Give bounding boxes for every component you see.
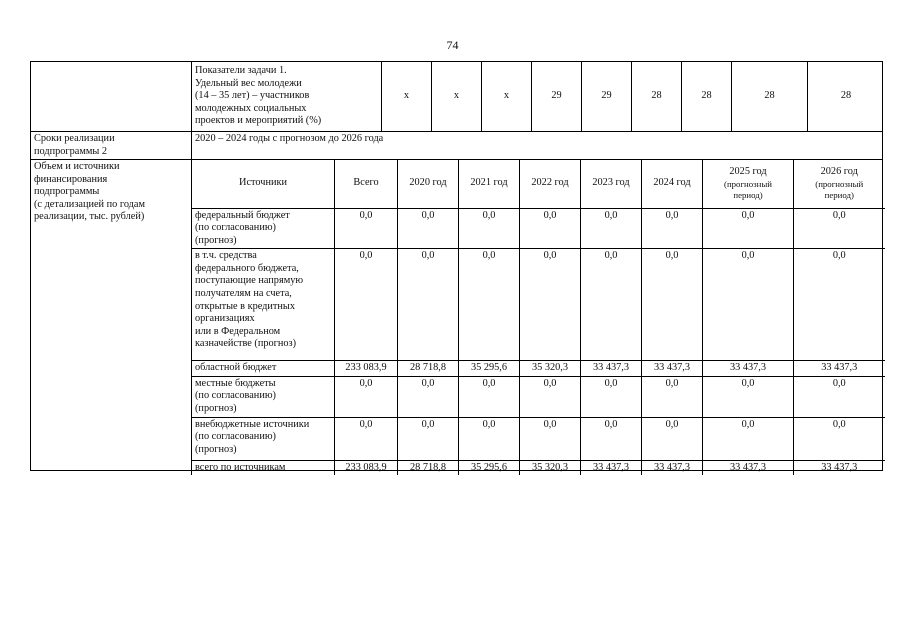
table-row bbox=[192, 417, 885, 460]
header-2025: 2025 год bbox=[729, 166, 767, 178]
indicator-value-2023: 29 bbox=[581, 62, 631, 131]
period-label: Сроки реализации подпрограммы 2 bbox=[34, 133, 115, 157]
table-row bbox=[192, 208, 885, 249]
value-cell: 35 320,3 bbox=[520, 361, 581, 377]
value-cell: 0,0 bbox=[642, 417, 703, 460]
indicator-value-2024a: 28 bbox=[631, 62, 681, 131]
header-2025-note: (прогнозный период) bbox=[724, 179, 772, 201]
source-extrabudgetary: внебюджетные источники (по согласованию) (прогноз) bbox=[192, 417, 335, 460]
value-cell: 35 295,6 bbox=[459, 460, 520, 475]
value-cell: 28 718,8 bbox=[398, 361, 459, 377]
value-cell: 35 295,6 bbox=[459, 361, 520, 377]
value-cell: 0,0 bbox=[703, 417, 794, 460]
value-cell: 0,0 bbox=[703, 376, 794, 417]
source-local: местные бюджеты (по согласованию) (прогноз) bbox=[192, 376, 335, 417]
value-cell: 0,0 bbox=[581, 417, 642, 460]
header-2026-cell bbox=[794, 160, 885, 208]
value-cell: 35 320,3 bbox=[520, 460, 581, 475]
value-cell: 0,0 bbox=[520, 376, 581, 417]
source-regional: областной бюджет bbox=[192, 361, 335, 377]
period-value: 2020 – 2024 годы с прогнозом до 2026 года bbox=[191, 132, 884, 159]
header-2020: 2020 год bbox=[398, 160, 459, 208]
value-cell: 0,0 bbox=[520, 249, 581, 361]
header-2023: 2023 год bbox=[581, 160, 642, 208]
period-row bbox=[30, 131, 883, 159]
value-cell: 0,0 bbox=[398, 208, 459, 249]
source-federal: федеральный бюджет (по согласованию) (прогноз) bbox=[192, 208, 335, 249]
source-total: всего по источникам bbox=[192, 460, 335, 475]
indicator-row bbox=[30, 61, 883, 131]
value-cell: 0,0 bbox=[398, 376, 459, 417]
value-cell: 233 083,9 bbox=[335, 460, 398, 475]
value-cell: 33 437,3 bbox=[703, 460, 794, 475]
indicator-value-total: x bbox=[381, 62, 431, 131]
value-cell: 28 718,8 bbox=[398, 460, 459, 475]
value-cell: 0,0 bbox=[398, 249, 459, 361]
value-cell: 33 437,3 bbox=[581, 361, 642, 377]
value-cell: 0,0 bbox=[335, 376, 398, 417]
value-cell: 0,0 bbox=[794, 208, 885, 249]
value-cell: 0,0 bbox=[459, 417, 520, 460]
table-row bbox=[192, 460, 885, 475]
table-row bbox=[192, 249, 885, 361]
value-cell: 0,0 bbox=[581, 208, 642, 249]
header-2026: 2026 год bbox=[820, 166, 858, 178]
value-cell: 0,0 bbox=[520, 208, 581, 249]
value-cell: 233 083,9 bbox=[335, 361, 398, 377]
funding-header-row bbox=[192, 160, 885, 208]
value-cell: 0,0 bbox=[335, 249, 398, 361]
value-cell: 0,0 bbox=[642, 249, 703, 361]
value-cell: 33 437,3 bbox=[794, 361, 885, 377]
value-cell: 0,0 bbox=[335, 417, 398, 460]
header-2022: 2022 год bbox=[520, 160, 581, 208]
header-2025-cell bbox=[703, 160, 794, 208]
value-cell: 0,0 bbox=[459, 249, 520, 361]
funding-label: Объем и источники финансирования подпрограммы (с детализацией по годам реализации, тыс. рублей) bbox=[34, 161, 146, 223]
funding-row bbox=[30, 159, 883, 471]
indicator-label: Показатели задачи 1. Удельный вес молодежи (14 – 35 лет) – участников молодежных социальных проектов и мероприятий (%) bbox=[191, 62, 381, 131]
indicator-value-2025: 28 bbox=[731, 62, 807, 131]
value-cell: 33 437,3 bbox=[581, 460, 642, 475]
value-cell: 0,0 bbox=[642, 376, 703, 417]
value-cell: 0,0 bbox=[794, 376, 885, 417]
header-total: Всего bbox=[335, 160, 398, 208]
header-2024: 2024 год bbox=[642, 160, 703, 208]
value-cell: 0,0 bbox=[520, 417, 581, 460]
indicator-value-2021: x bbox=[481, 62, 531, 131]
value-cell: 0,0 bbox=[459, 376, 520, 417]
indicator-left-empty-cell bbox=[31, 62, 191, 131]
header-2021: 2021 год bbox=[459, 160, 520, 208]
value-cell: 33 437,3 bbox=[703, 361, 794, 377]
value-cell: 33 437,3 bbox=[642, 361, 703, 377]
value-cell: 0,0 bbox=[794, 417, 885, 460]
indicator-value-2024b: 28 bbox=[681, 62, 731, 131]
indicator-value-2026: 28 bbox=[807, 62, 884, 131]
header-2026-note: (прогнозный период) bbox=[815, 179, 864, 201]
value-cell: 33 437,3 bbox=[794, 460, 885, 475]
value-cell: 0,0 bbox=[703, 249, 794, 361]
value-cell: 33 437,3 bbox=[642, 460, 703, 475]
indicator-value-2020: x bbox=[431, 62, 481, 131]
value-cell: 0,0 bbox=[398, 417, 459, 460]
table-row bbox=[192, 376, 885, 417]
value-cell: 0,0 bbox=[581, 249, 642, 361]
table-row bbox=[192, 361, 885, 377]
value-cell: 0,0 bbox=[459, 208, 520, 249]
header-source: Источники bbox=[192, 160, 335, 208]
value-cell: 0,0 bbox=[642, 208, 703, 249]
indicator-value-2022: 29 bbox=[531, 62, 581, 131]
source-federal-direct: в т.ч. средства федерального бюджета, поступающие напрямую получателям на счета, открытые в кредитных организациях или в Федеральном казначействе (прогноз) bbox=[192, 249, 335, 361]
subprogram-passport-table bbox=[30, 61, 883, 471]
funding-table bbox=[191, 160, 885, 475]
value-cell: 0,0 bbox=[794, 249, 885, 361]
value-cell: 0,0 bbox=[335, 208, 398, 249]
value-cell: 0,0 bbox=[703, 208, 794, 249]
page-number: 74 bbox=[446, 38, 459, 52]
value-cell: 0,0 bbox=[581, 376, 642, 417]
